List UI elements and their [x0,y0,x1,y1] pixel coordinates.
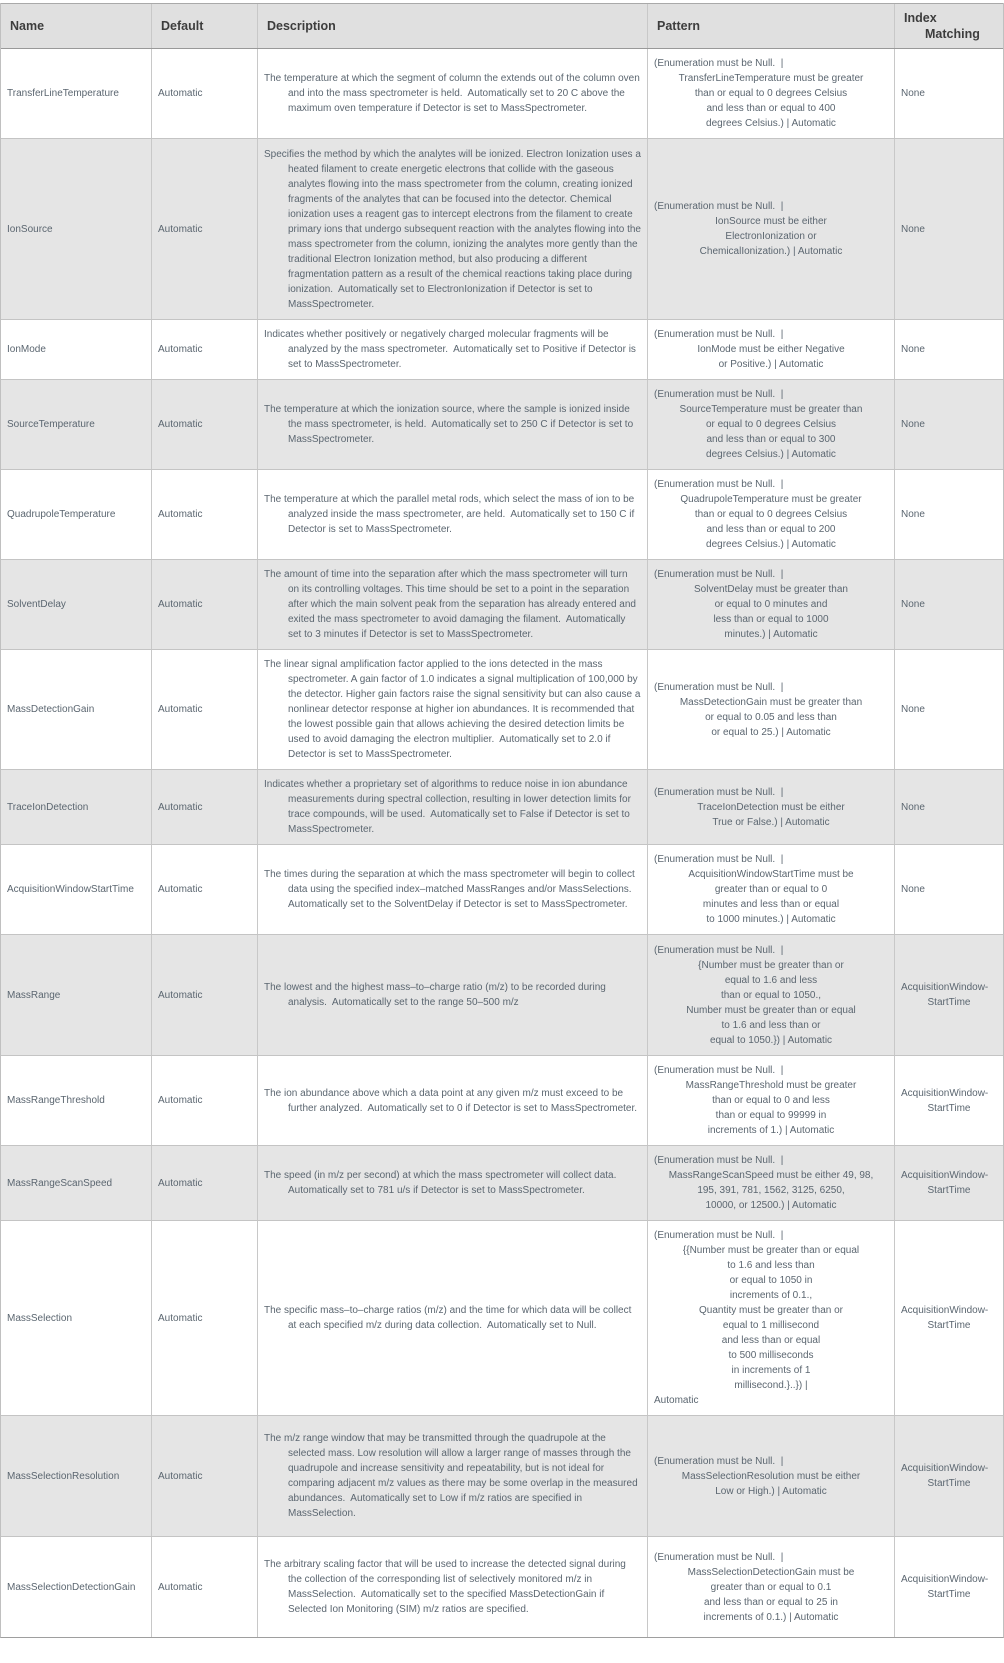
parameter-name: IonMode [7,344,46,355]
index-matching-cell [895,139,1003,319]
index-matching-cell [895,935,1003,1055]
pattern-line: Quantity must be greater than or [699,1305,843,1316]
default-cell [152,1056,258,1145]
index-matching-cell [895,49,1003,138]
column-header-label: Description [267,19,336,33]
parameter-name: MassSelection [7,1312,73,1324]
pattern-line: (Enumeration must be Null. | [654,479,784,490]
table-row [1,1221,1003,1416]
description-cell [258,1056,648,1145]
description-cell [258,320,648,379]
table-row [1,49,1003,139]
pattern-line: SolventDelay must be greater than [694,584,848,595]
pattern-line: minutes and less than or equal [702,899,840,910]
pattern-line: equal to 1050.}) | Automatic [709,1034,833,1046]
pattern-line: than or equal to 99999 in [715,1110,827,1121]
index-matching-line: StartTime [927,1185,971,1196]
index-matching-cell [895,560,1003,649]
pattern-cell [648,139,895,319]
description-text: The speed (in m/z per second) at which the mass spectrometer will collect data. Automatically set to 781 u/s if Detector is set to MassSpectrometer. [264,1170,622,1196]
parameter-name: MassRange [7,989,61,1001]
default-cell [152,770,258,844]
index-matching-cell [895,1416,1003,1536]
default-cell [152,1416,258,1536]
index-matching-line: AcquisitionWindow- [901,1170,989,1181]
pattern-line: than or equal to 0 and less [712,1095,830,1106]
pattern-line: True or False.) | Automatic [712,816,830,828]
pattern-line: greater than or equal to 0.1 [710,1581,832,1593]
default-value: Automatic [158,88,203,99]
parameter-name: SolventDelay [7,599,66,610]
pattern-cell [648,470,895,559]
description-cell [258,1416,648,1536]
description-text: Specifies the method by which the analytes will be ionized. Electron Ionization uses a heated filament to create energetic electrons that collide with the gaseous analytes flowing into the mass spectrometer from the column, creating ionized fragments of the analytes that can be focused into the detector. Chemical ionization uses a reagent gas to intercept electrons from the filament to create primary ions that undergo subsequent reaction with the analytes flowing into the mass spectrometer from the column, ionizing the analytes more gently than the traditional Electron Ionization method, but also producing a different fragmentation pattern as a result of the chemical reactions taking place during ionization. Automatically set to ElectronIonization if Detector is set to MassSpectrometer. [264,148,644,310]
pattern-line: and less than or equal to 25 in [704,1596,838,1608]
index-matching-line: StartTime [927,997,971,1008]
default-cell [152,935,258,1055]
pattern-line: and less than or equal to 300 [706,434,836,445]
pattern-line: to 1000 minutes.) | Automatic [706,914,836,925]
pattern-line: TraceIonDetection must be either [697,801,845,813]
name-cell [1,470,152,559]
pattern-line: than or equal to 0 degrees Celsius [694,88,848,99]
description-cell [258,1146,648,1220]
pattern-cell [648,380,895,469]
description-text: Indicates whether positively or negatively charged molecular fragments will be analyzed by the mass spectrometer. Automatically set to Positive if Detector is set to MassSpectrometer. [264,329,639,370]
pattern-line: ElectronIonization or [725,231,817,242]
parameter-name: MassSelectionDetectionGain [7,1581,136,1593]
pattern-line: 10000, or 12500.) | Automatic [705,1200,837,1211]
default-value: Automatic [158,419,203,430]
parameter-name: SourceTemperature [7,419,95,430]
pattern-cell [648,1056,895,1145]
pattern-line: or equal to 0.05 and less than [705,711,837,723]
pattern-line: MassRangeScanSpeed must be either 49, 98, [668,1170,874,1181]
pattern-line: in increments of 1 [731,1365,811,1376]
name-cell [1,560,152,649]
pattern-line: degrees Celsius.) | Automatic [706,118,836,129]
description-text: The arbitrary scaling factor that will be used to increase the detected signal during the collection of the corresponding list of selectively monitored m/z in MassSelection. Automatically set to the specified MassDetectionGain if Selected Ion Monitoring (SIM) m/z ratios are specified. [264,1559,629,1615]
index-matching-cell [895,1056,1003,1145]
index-matching-line: None [901,509,925,520]
default-value: Automatic [158,704,203,715]
parameter-name: TransferLineTemperature [7,88,119,99]
table-row [1,139,1003,320]
default-cell [152,320,258,379]
default-value: Automatic [158,1470,203,1482]
index-matching-cell [895,1146,1003,1220]
description-cell [258,935,648,1055]
parameter-name: MassRangeScanSpeed [7,1177,113,1189]
pattern-line: Number must be greater than or equal [686,1004,856,1016]
pattern-cell [648,1146,895,1220]
column-header-name [1,4,152,48]
pattern-line: (Enumeration must be Null. | [654,329,784,340]
parameter-name: AcquisitionWindowStartTime [7,884,134,895]
index-matching-line: StartTime [927,1320,971,1331]
description-text: The lowest and the highest mass–to–charge ratio (m/z) to be recorded during analysis. Automatically set to the range 50–500 m/z [264,982,609,1008]
pattern-line: Low or High.) | Automatic [715,1485,827,1497]
pattern-line: (Enumeration must be Null. | [654,854,784,865]
description-text: The ion abundance above which a data point at any given m/z must exceed to be further analyzed. Automatically set to 0 if Detector is set to MassSpectrometer. [264,1087,638,1114]
pattern-line: (Enumeration must be Null. | [654,58,784,69]
description-text: The specific mass–to–charge ratios (m/z) and the time for which data will be collect at each specified m/z during data collection. Automatically set to Null. [264,1305,635,1331]
default-cell [152,845,258,934]
pattern-cell [648,560,895,649]
pattern-line: minutes.) | Automatic [724,629,818,640]
pattern-line: SourceTemperature must be greater than [679,404,863,415]
pattern-line: and less than or equal to 400 [706,103,836,114]
pattern-cell [648,845,895,934]
pattern-line: (Enumeration must be Null. | [654,1155,784,1166]
column-header-pattern [648,4,895,48]
pattern-line: to 500 milliseconds [728,1350,814,1361]
default-value: Automatic [158,801,203,813]
index-matching-line: AcquisitionWindow- [901,1087,989,1099]
pattern-line: Automatic [654,1395,699,1406]
default-value: Automatic [158,1581,203,1593]
pattern-line: or equal to 0 minutes and [714,599,828,610]
pattern-cell [648,320,895,379]
column-header-description [258,4,648,48]
pattern-line: increments of 0.1., [729,1290,813,1301]
parameter-name: TraceIonDetection [7,801,89,813]
description-text: The temperature at which the ionization source, where the sample is ionized inside the mass spectrometer, is held. Automatically set to 250 C if Detector is set to MassSpectrometer. [264,404,636,445]
pattern-cell [648,1416,895,1536]
parameters-table [0,3,1004,1638]
table-row [1,470,1003,560]
pattern-line: MassRangeThreshold must be greater [685,1080,857,1091]
pattern-line: to 1.6 and less than or [721,1019,821,1031]
table-row [1,770,1003,845]
description-text: The linear signal amplification factor applied to the ions detected in the mass spectrometer. A gain factor of 1.0 indicates a signal multiplication of 100,000 by the detector. Higher gain factors raise the signal sensitivity but can also cause a nonlinear detector response at higher ion abundances. It is recommended that the lowest possible gain that allows achieving the desired detection limits be used to avoid damaging the electron multiplier. Automatically set to 2.0 if Detector is set to MassSpectrometer. [264,659,644,760]
name-cell [1,139,152,319]
column-header-default [152,4,258,48]
description-cell [258,49,648,138]
pattern-line: QuadrupoleTemperature must be greater [680,494,862,505]
pattern-line: greater than or equal to 0 [714,884,828,895]
table-row [1,1146,1003,1221]
default-cell [152,1146,258,1220]
index-matching-cell [895,320,1003,379]
pattern-cell [648,1221,895,1415]
column-header-index-matching [895,4,1003,48]
pattern-line: or equal to 1050 in [729,1275,813,1286]
pattern-line: MassDetectionGain must be greater than [679,696,863,708]
table-row [1,845,1003,935]
description-cell [258,1537,648,1637]
parameter-name: MassSelectionResolution [7,1470,120,1482]
default-cell [152,650,258,769]
pattern-line: degrees Celsius.) | Automatic [706,539,836,550]
pattern-line: ChemicalIonization.) | Automatic [699,246,843,257]
parameter-name: MassDetectionGain [7,704,95,715]
default-cell [152,1221,258,1415]
default-value: Automatic [158,1312,203,1324]
pattern-line: {Number must be greater than or [698,959,844,971]
table-row [1,1416,1003,1537]
table-row [1,380,1003,470]
pattern-line: than or equal to 0 degrees Celsius [694,509,848,520]
pattern-cell [648,770,895,844]
table-row [1,1537,1003,1637]
description-text: The times during the separation at which the mass spectrometer will begin to collect data using the specified index–matched MassRanges and/or MassSelections. Automatically set to the SolventDelay if Detector is set to MassSpectrometer. [264,869,638,910]
pattern-line: than or equal to 1050., [720,989,822,1001]
index-matching-line: None [901,599,925,610]
table-body [1,49,1003,1637]
description-text: The temperature at which the segment of column the extends out of the column oven and into the mass spectrometer is held. Automatically set to 20 C above the maximum oven temperature if Detector is set to MassSpectrometer. [264,73,643,114]
column-header-label: Index [904,11,937,25]
default-value: Automatic [158,1095,203,1106]
pattern-line: or equal to 25.) | Automatic [711,726,831,738]
pattern-line: (Enumeration must be Null. | [654,389,784,400]
description-cell [258,650,648,769]
pattern-line: IonMode must be either Negative [697,344,845,355]
pattern-line: degrees Celsius.) | Automatic [706,449,836,460]
default-cell [152,470,258,559]
name-cell [1,770,152,844]
index-matching-line: None [901,88,925,99]
pattern-line: IonSource must be either [715,216,827,227]
index-matching-line: AcquisitionWindow- [901,1305,989,1316]
table-row [1,320,1003,380]
index-matching-line: None [901,884,925,895]
description-cell [258,770,648,844]
pattern-line: (Enumeration must be Null. | [654,786,784,798]
name-cell [1,1221,152,1415]
default-value: Automatic [158,599,203,610]
name-cell [1,650,152,769]
default-cell [152,1537,258,1637]
description-cell [258,380,648,469]
default-cell [152,380,258,469]
pattern-line: (Enumeration must be Null. | [654,569,784,580]
pattern-cell [648,935,895,1055]
name-cell [1,1056,152,1145]
index-matching-line: None [901,419,925,430]
pattern-line: (Enumeration must be Null. | [654,1455,784,1467]
parameter-name: QuadrupoleTemperature [7,509,116,520]
index-matching-line: StartTime [927,1102,971,1114]
pattern-line: increments of 0.1.) | Automatic [703,1611,839,1623]
index-matching-line: None [901,801,925,813]
index-matching-cell [895,470,1003,559]
index-matching-line: StartTime [927,1478,971,1489]
pattern-line: 195, 391, 781, 1562, 3125, 6250, [697,1185,845,1196]
pattern-line: (Enumeration must be Null. | [654,1065,784,1076]
default-cell [152,49,258,138]
column-header-label: Pattern [657,19,701,33]
name-cell [1,1146,152,1220]
description-text: The m/z range window that may be transmitted through the quadrupole at the selected mass. Low resolution will allow a larger range of masses through the quadrupole and increase sensitivity and repeatability, but is not ideal for comparing adjacent m/z values as there may be some overlap in the measured abundances. Automatically set to Low if m/z ratios are specified in MassSelection. [264,1433,641,1519]
pattern-line: equal to 1.6 and less [724,974,818,986]
default-value: Automatic [158,989,203,1001]
description-text: The temperature at which the parallel metal rods, which select the mass of ion to be analyzed inside the mass spectrometer, are held. Automatically set to 150 C if Detector is set to MassSpectrometer. [264,494,638,535]
table-row [1,935,1003,1056]
default-value: Automatic [158,223,203,235]
description-cell [258,845,648,934]
pattern-line: (Enumeration must be Null. | [654,201,784,212]
index-matching-line: AcquisitionWindow- [901,982,989,993]
name-cell [1,1416,152,1536]
name-cell [1,845,152,934]
pattern-line: TransferLineTemperature must be greater [678,73,864,84]
pattern-line: AcquisitionWindowStartTime must be [688,869,854,880]
index-matching-cell [895,1221,1003,1415]
default-value: Automatic [158,1177,203,1189]
default-value: Automatic [158,509,203,520]
index-matching-line: AcquisitionWindow- [901,1574,989,1585]
parameter-name: MassRangeThreshold [7,1095,105,1106]
pattern-cell [648,49,895,138]
pattern-line: to 1.6 and less than [727,1260,815,1271]
index-matching-line: StartTime [927,1589,971,1600]
name-cell [1,320,152,379]
pattern-line: (Enumeration must be Null. | [654,944,784,956]
index-matching-line: None [901,344,925,355]
pattern-line: and less than or equal to 200 [706,524,836,535]
parameter-name: IonSource [7,223,53,235]
index-matching-line: None [901,704,925,715]
name-cell [1,935,152,1055]
table-row [1,650,1003,770]
default-value: Automatic [158,344,203,355]
description-cell [258,560,648,649]
index-matching-line: None [901,223,925,235]
pattern-line: equal to 1 millisecond [722,1320,820,1331]
pattern-line: and less than or equal [721,1335,821,1346]
default-cell [152,139,258,319]
description-text: Indicates whether a proprietary set of algorithms to reduce noise in ion abundance measurements during spectral collection, resulting in lower detection limits for trace compounds, will be used. Automatically set to False if Detector is set to MassSpectrometer. [264,779,634,835]
pattern-line: (Enumeration must be Null. | [654,1551,784,1563]
column-header-label: Matching [925,27,980,41]
description-cell [258,1221,648,1415]
pattern-line: {{Number must be greater than or equal [682,1245,860,1256]
pattern-line: (Enumeration must be Null. | [654,681,784,693]
index-matching-cell [895,1537,1003,1637]
pattern-line: MassSelectionResolution must be either [681,1470,861,1482]
pattern-line: or equal to 0 degrees Celsius [705,419,837,430]
pattern-line: or Positive.) | Automatic [718,359,824,370]
pattern-line: (Enumeration must be Null. | [654,1230,784,1241]
description-cell [258,470,648,559]
default-value: Automatic [158,884,203,895]
pattern-cell [648,650,895,769]
default-cell [152,560,258,649]
pattern-line: less than or equal to 1000 [713,614,829,625]
pattern-line: MassSelectionDetectionGain must be [687,1566,855,1578]
description-cell [258,139,648,319]
table-header-row [1,3,1003,49]
table-row [1,560,1003,650]
table-row [1,1056,1003,1146]
pattern-cell [648,1537,895,1637]
description-text: The amount of time into the separation after which the mass spectrometer will turn on its controlling voltages. This time should be set to a point in the separation after which the main solvent peak from the separation has already entered and exited the mass spectrometer to avoid damaging the filament. Automatically set to 3 minutes if Detector is set to MassSpectrometer. [264,569,639,640]
name-cell [1,380,152,469]
index-matching-cell [895,380,1003,469]
index-matching-cell [895,770,1003,844]
column-header-label: Default [161,19,204,33]
pattern-line: millisecond.}..}) | [734,1380,808,1391]
index-matching-cell [895,845,1003,934]
pattern-line: increments of 1.) | Automatic [707,1125,835,1136]
name-cell [1,1537,152,1637]
index-matching-cell [895,650,1003,769]
name-cell [1,49,152,138]
index-matching-line: AcquisitionWindow- [901,1463,989,1474]
column-header-label: Name [10,19,45,33]
